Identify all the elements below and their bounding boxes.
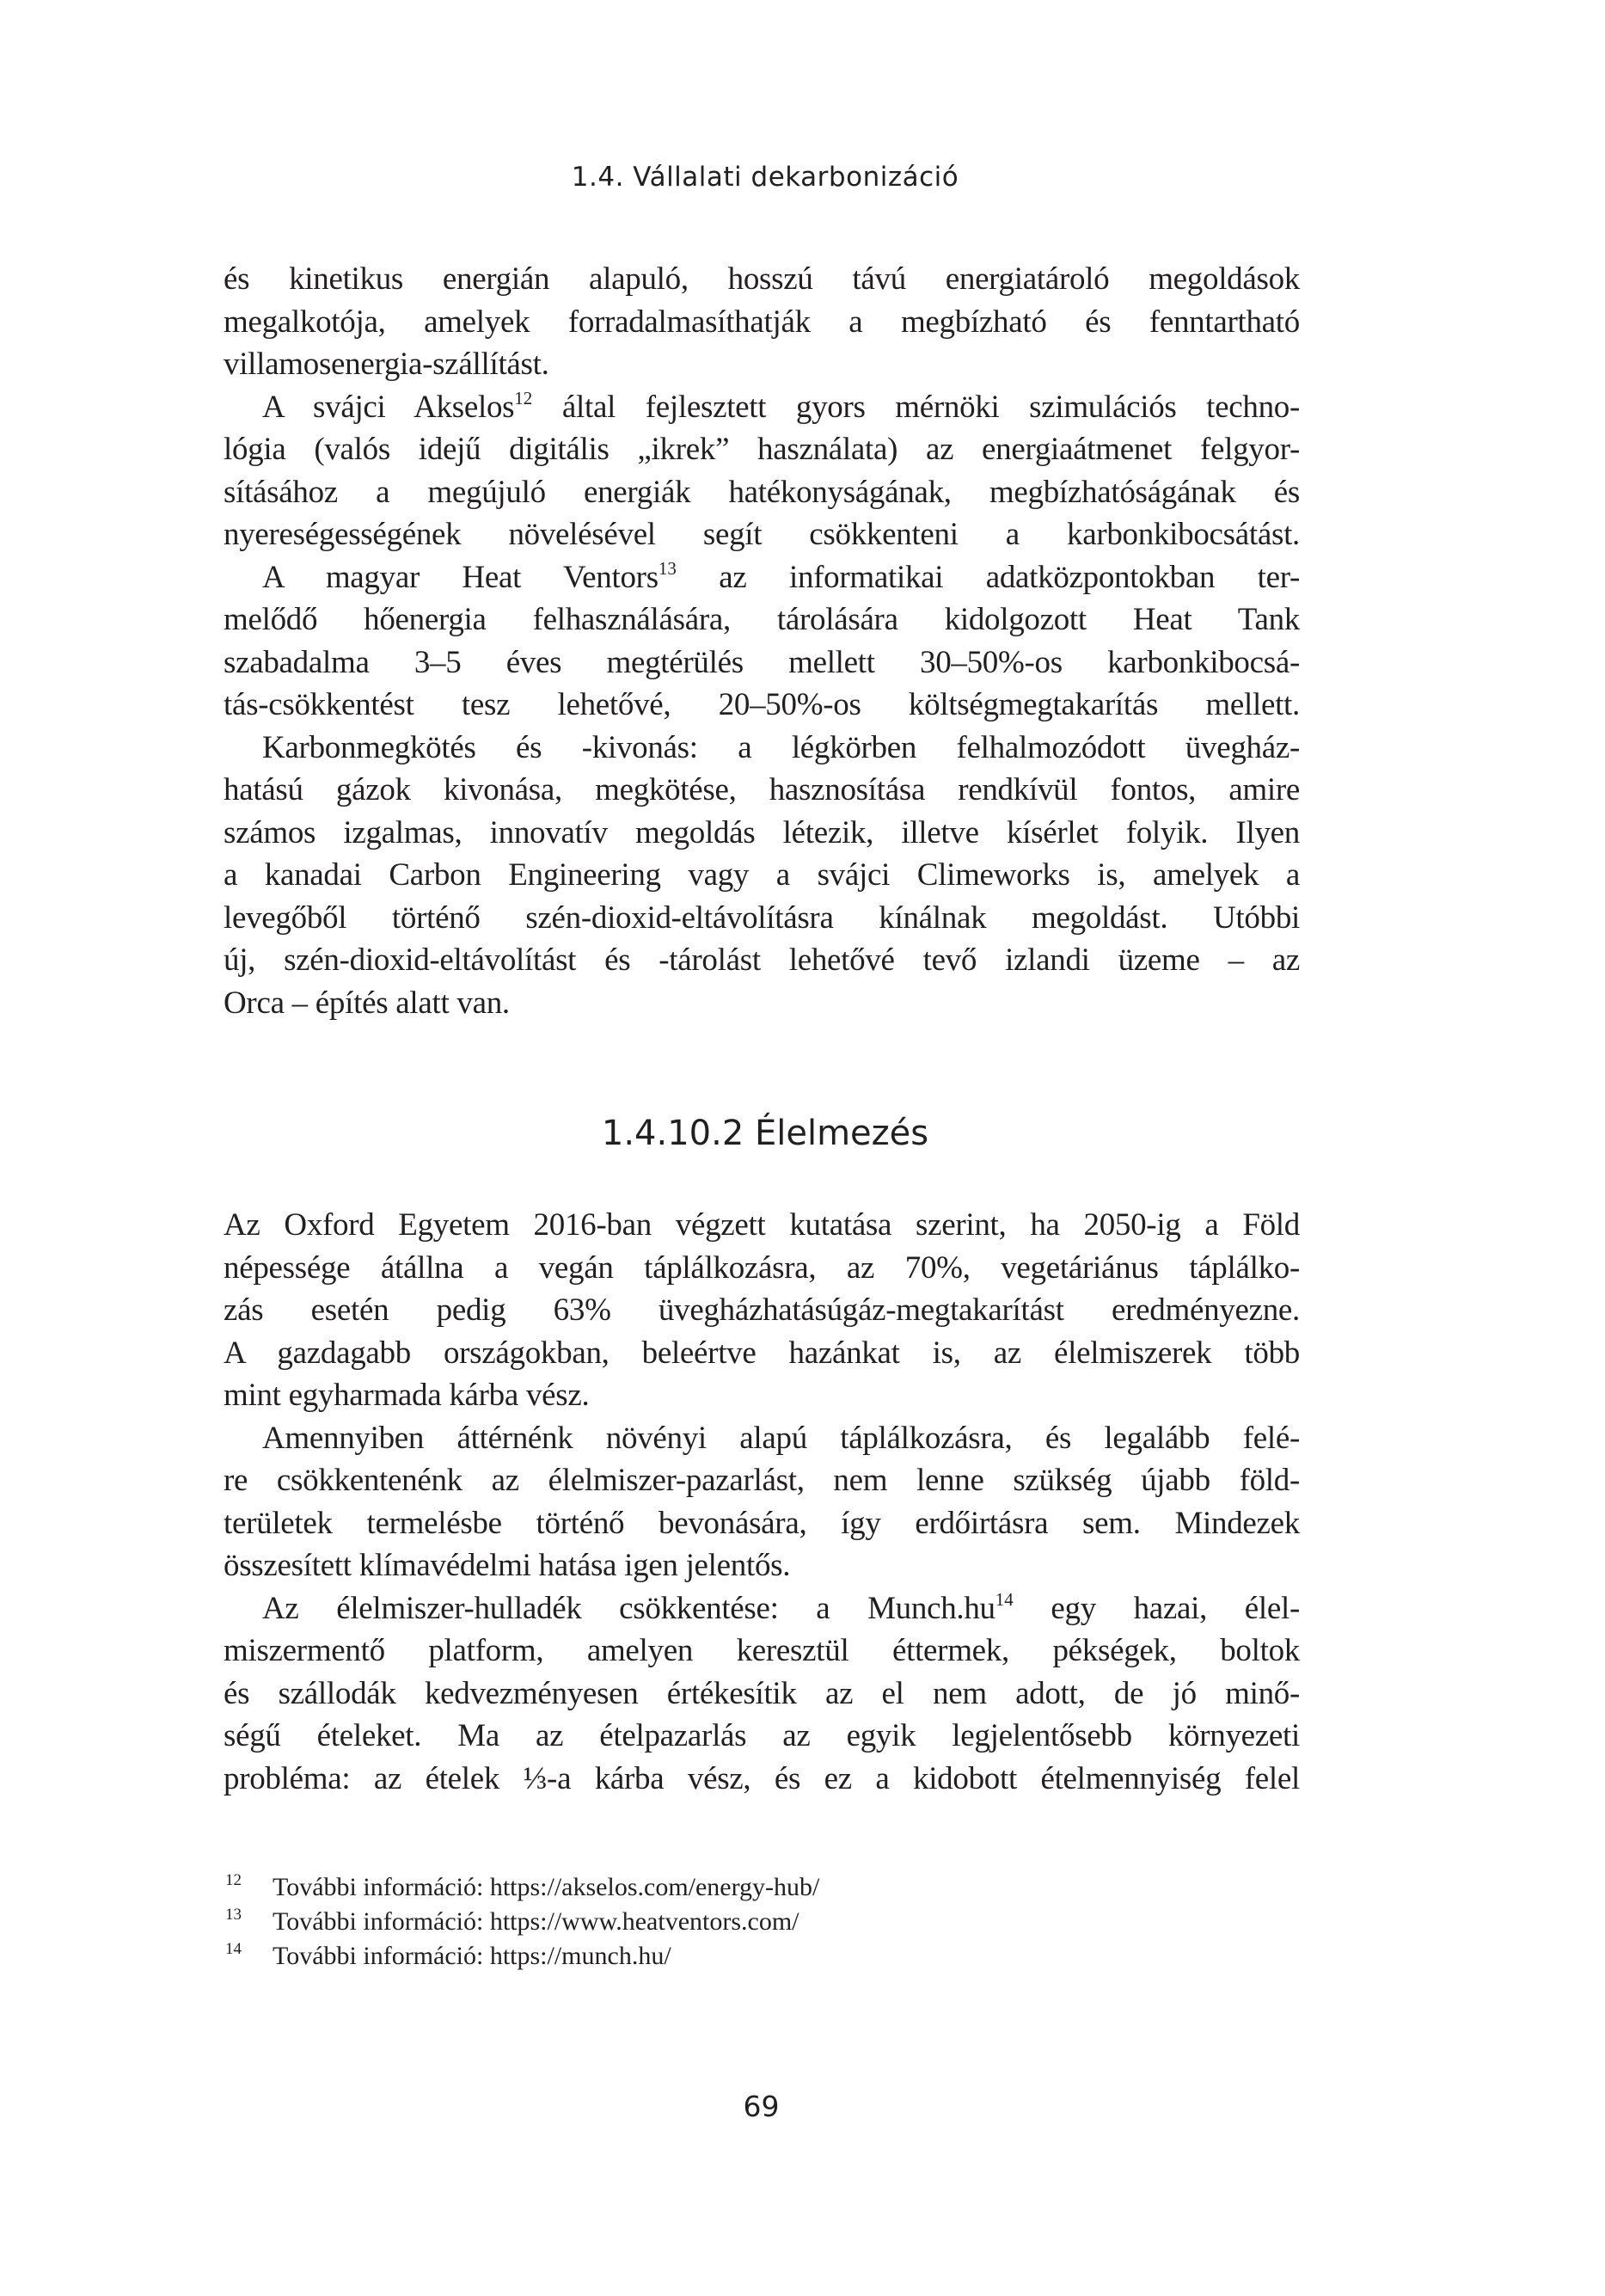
footnote-number: 13 [225, 1906, 242, 1924]
body-line: A magyar Heat Ventors$^{13}$ az informatikai adatközpontokban ter- [262, 557, 1301, 595]
footnote-number: 12 [225, 1871, 242, 1889]
section-heading: 1.4.10.2 Élelmezés [601, 1114, 929, 1153]
body-line: re csökkentenénk az élelmiszer-pazarlást, nem lenne szükség újabb föld- [224, 1463, 1300, 1498]
body-line: nyereségességének növelésével segít csökkenteni a karbonkibocsátást. [224, 517, 1300, 552]
body-line: hatású gázok kivonása, megkötése, hasznosítása rendkívül fontos, amire [224, 772, 1300, 807]
footnote-number: 14 [225, 1940, 242, 1958]
footnote-text[interactable]: További információ: https://munch.hu/ [273, 1942, 671, 1970]
body-line: sításához a megújuló energiák hatékonyságának, megbízhatóságának és [224, 474, 1300, 510]
body-line: Amennyiben áttérnénk növényi alapú táplálkozásra, és legalább felé- [262, 1420, 1300, 1456]
body-line: mint egyharmada kárba vész. [224, 1378, 590, 1413]
body-line: megalkotója, amelyek forradalmasíthatják a megbízható és fenntartható [224, 304, 1300, 340]
body-line: Orca – építés alatt van. [224, 985, 510, 1021]
footnote-ref-12[interactable]: 12 [514, 387, 533, 408]
body-line: zás esetén pedig 63% üvegházhatásúgáz-megtakarítást eredményezne. [224, 1292, 1300, 1328]
body-line: és kinetikus energián alapuló, hosszú távú energiatároló megoldások [224, 261, 1300, 297]
body-line: A gazdagabb országokban, beleértve hazánkat is, az élelmiszerek több [224, 1335, 1300, 1371]
body-line: népessége átállna a vegán táplálkozásra, az 70%, vegetáriánus táplálko- [224, 1249, 1300, 1286]
body-line: Az Oxford Egyetem 2016-ban végzett kutatása szerint, ha 2050-ig a Föld [224, 1207, 1300, 1243]
body-line: összesített klímavédelmi hatása igen jelentős. [224, 1548, 791, 1583]
running-head: 1.4. Vállalati dekarbonizáció [571, 162, 959, 193]
body-line: tás-csökkentést tesz lehetővé, 20–50%-os költségmegtakarítás mellett. [224, 687, 1300, 722]
body-line: miszermentő platform, amelyen keresztül éttermek, pékségek, boltok [224, 1633, 1300, 1668]
footnote-text[interactable]: További információ: https://akselos.com/energy-hub/ [273, 1873, 820, 1901]
footnote-ref-13[interactable]: 13 [658, 557, 677, 579]
body-line: melődő hőenergia felhasználására, tárolására kidolgozott Heat Tank [224, 602, 1300, 637]
body-line: ségű ételeket. Ma az ételpazarlás az egyik legjelentősebb környezeti [224, 1718, 1300, 1753]
body-line: számos izgalmas, innovatív megoldás létezik, illetve kísérlet folyik. Ilyen [224, 814, 1300, 850]
body-line: villamosenergia-szállítást. [224, 347, 549, 382]
footnote-text[interactable]: További információ: https://www.heatventors.com/ [273, 1907, 799, 1936]
body-line: A svájci Akselos$^{12}$ által fejlesztett gyors mérnöki szimulációs techno- [262, 387, 1300, 425]
body-line: területek termelésbe történő bevonására, így erdőirtásra sem. Mindezek [224, 1505, 1300, 1541]
body-line: új, szén-dioxid-eltávolítást és -tárolást lehetővé tevő izlandi üzeme – az [224, 942, 1300, 978]
body-line: szabadalma 3–5 éves megtérülés mellett 30–50%-os karbonkibocsá- [224, 644, 1300, 680]
body-line: lógia (valós idejű digitális „ikrek” használata) az energiaátmenet felgyor- [224, 432, 1300, 467]
footnote-ref-14[interactable]: 14 [995, 1588, 1014, 1610]
body-line: a kanadai Carbon Engineering vagy a svájci Climeworks is, amelyek a [224, 857, 1300, 893]
body-line: és szállodák kedvezményesen értékesítik az el nem adott, de jó minő- [224, 1675, 1300, 1711]
body-line: Az élelmiszer-hulladék csökkentése: a Munch.hu$^{14}$ egy hazai, élel- [262, 1588, 1300, 1626]
body-line: probléma: az ételek ⅓-a kárba vész, és ez a kidobott ételmennyiség felel [224, 1760, 1300, 1796]
body-line: Karbonmegkötés és -kivonás: a légkörben felhalmozódott üvegház- [262, 729, 1300, 765]
page-number: 69 [743, 2090, 780, 2123]
body-line: levegőből történő szén-dioxid-eltávolításra kínálnak megoldást. Utóbbi [224, 899, 1300, 936]
